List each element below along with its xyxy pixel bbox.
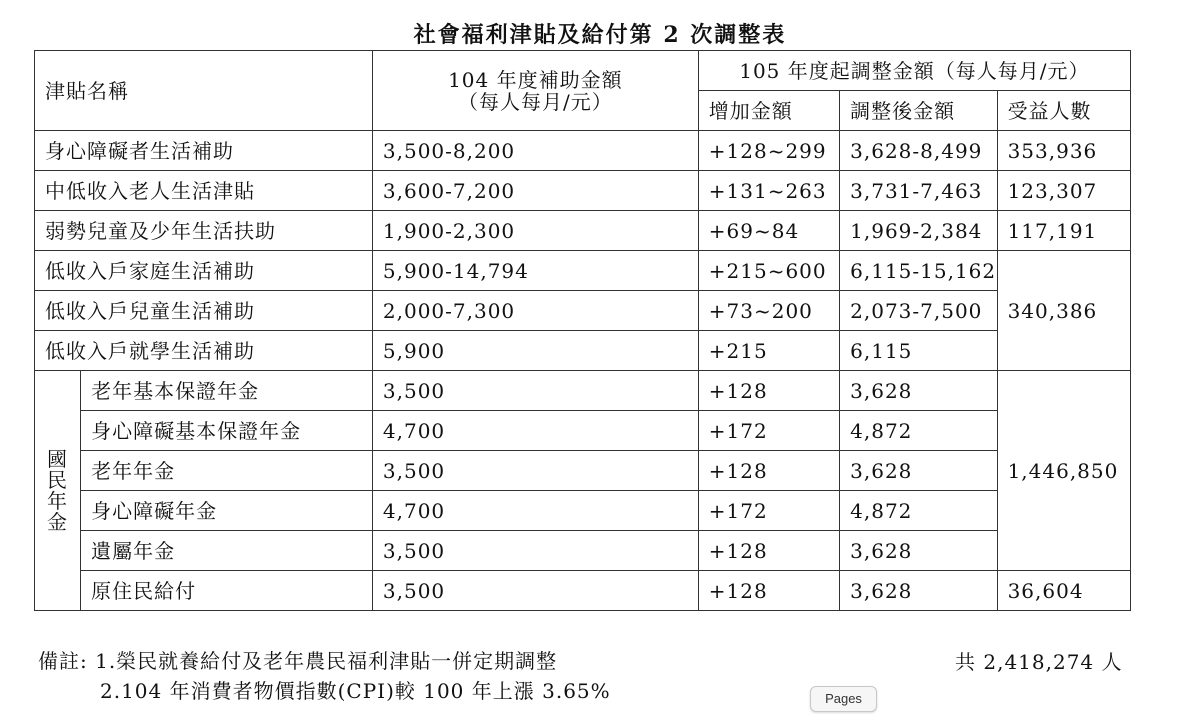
row-prev: 5,900-14,794 — [372, 251, 698, 291]
row-prev: 5,900 — [372, 331, 698, 371]
document-title: 社會福利津貼及給付第 2 次調整表 — [413, 22, 787, 48]
header-adjusted: 調整後金額 — [840, 91, 997, 131]
row-adjusted: 1,969-2,384 — [840, 211, 997, 251]
pages-button[interactable]: Pages — [810, 686, 877, 712]
table-row — [35, 291, 1131, 331]
row-increase: +73~200 — [698, 291, 839, 331]
table-row — [35, 211, 1131, 251]
note-line-1: 備註: 1.榮民就養給付及老年農民福利津貼一併定期調整 — [38, 649, 558, 673]
row-prev: 4,700 — [372, 491, 698, 531]
table-header-row — [35, 51, 1131, 91]
row-name: 低收入戶就學生活補助 — [35, 331, 373, 371]
row-name: 低收入戶兒童生活補助 — [35, 291, 373, 331]
row-prev: 3,500 — [372, 571, 698, 611]
row-name: 遺屬年金 — [81, 531, 373, 571]
header-increase: 增加金額 — [698, 91, 839, 131]
row-increase: +128 — [698, 531, 839, 571]
row-increase: +215~600 — [698, 251, 839, 291]
pension-group-label: 國民年金 — [47, 446, 69, 534]
row-name: 低收入戶家庭生活補助 — [35, 251, 373, 291]
row-prev: 4,700 — [372, 411, 698, 451]
row-name: 老年年金 — [81, 451, 373, 491]
table-row — [35, 491, 1131, 531]
row-adjusted: 3,628-8,499 — [840, 131, 997, 171]
row-name: 身心障礙年金 — [81, 491, 373, 531]
row-beneficiaries-merged: 340,386 — [997, 251, 1130, 371]
row-beneficiaries: 36,604 — [997, 571, 1130, 611]
row-adjusted: 3,628 — [840, 531, 997, 571]
row-name: 身心障礙者生活補助 — [35, 131, 373, 171]
row-prev: 3,600-7,200 — [372, 171, 698, 211]
row-name: 中低收入老人生活津貼 — [35, 171, 373, 211]
row-name: 身心障礙基本保證年金 — [81, 411, 373, 451]
row-adjusted: 6,115-15,162 — [840, 251, 997, 291]
adjustment-table — [34, 50, 1131, 611]
row-name: 老年基本保證年金 — [81, 371, 373, 411]
pension-group-cell — [35, 371, 81, 611]
row-increase: +128 — [698, 451, 839, 491]
row-prev: 3,500 — [372, 451, 698, 491]
header-beneficiaries: 受益人數 — [997, 91, 1130, 131]
row-increase: +215 — [698, 331, 839, 371]
row-adjusted: 4,872 — [840, 411, 997, 451]
row-adjusted: 3,628 — [840, 371, 997, 411]
row-beneficiaries: 123,307 — [997, 171, 1130, 211]
row-prev: 2,000-7,300 — [372, 291, 698, 331]
row-increase: +128~299 — [698, 131, 839, 171]
table-row — [35, 171, 1131, 211]
row-name: 原住民給付 — [81, 571, 373, 611]
header-allowance-name: 津貼名稱 — [35, 51, 373, 131]
header-104-amount — [372, 51, 698, 131]
header-105-adjusted: 105 年度起調整金額（每人每月/元） — [698, 51, 1130, 91]
row-beneficiaries: 353,936 — [997, 131, 1130, 171]
row-increase: +128 — [698, 571, 839, 611]
total-beneficiaries: 共 2,418,274 人 — [955, 650, 1123, 674]
table-row — [35, 451, 1131, 491]
table-row — [35, 251, 1131, 291]
row-prev: 1,900-2,300 — [372, 211, 698, 251]
row-increase: +128 — [698, 371, 839, 411]
table-row — [35, 131, 1131, 171]
table-row — [35, 331, 1131, 371]
table-row — [35, 371, 1131, 411]
row-increase: +131~263 — [698, 171, 839, 211]
note-line-2: 2.104 年消費者物價指數(CPI)較 100 年上漲 3.65% — [100, 679, 611, 703]
row-name: 弱勢兒童及少年生活扶助 — [35, 211, 373, 251]
row-prev: 3,500-8,200 — [372, 131, 698, 171]
header-104-line1: 104 年度補助金額 — [448, 67, 623, 92]
row-adjusted: 4,872 — [840, 491, 997, 531]
row-adjusted: 2,073-7,500 — [840, 291, 997, 331]
row-increase: +172 — [698, 411, 839, 451]
header-104-line2: （每人每月/元） — [457, 89, 613, 114]
row-adjusted: 3,628 — [840, 451, 997, 491]
row-beneficiaries: 117,191 — [997, 211, 1130, 251]
row-beneficiaries-merged: 1,446,850 — [997, 371, 1130, 571]
table-row — [35, 571, 1131, 611]
notes — [38, 646, 611, 706]
row-adjusted: 6,115 — [840, 331, 997, 371]
row-adjusted: 3,628 — [840, 571, 997, 611]
row-increase: +172 — [698, 491, 839, 531]
row-prev: 3,500 — [372, 371, 698, 411]
row-adjusted: 3,731-7,463 — [840, 171, 997, 211]
table-row — [35, 531, 1131, 571]
table-row — [35, 411, 1131, 451]
row-prev: 3,500 — [372, 531, 698, 571]
row-increase: +69~84 — [698, 211, 839, 251]
